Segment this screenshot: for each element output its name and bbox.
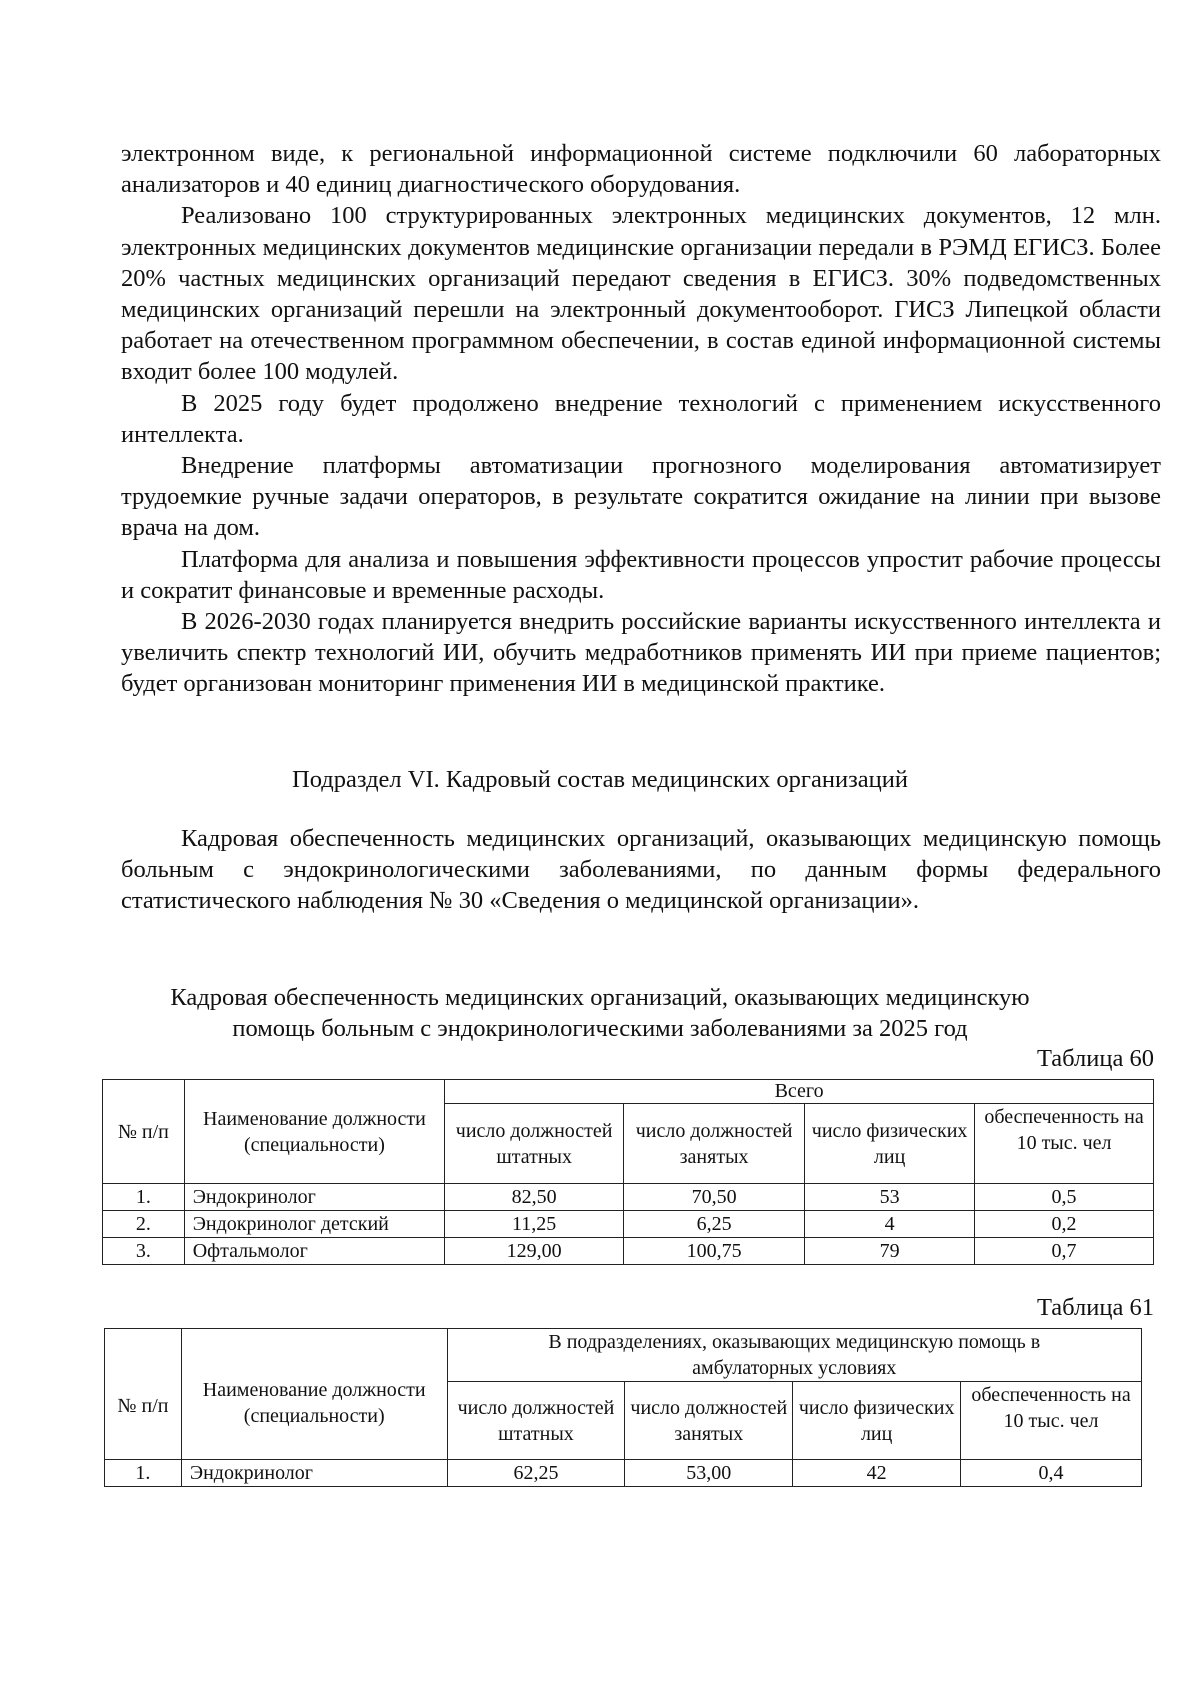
table-row bbox=[103, 1211, 1154, 1238]
section-heading: Подраздел VI. Кадровый состав медицинских организаций bbox=[292, 766, 908, 793]
cell-value: 42 bbox=[793, 1460, 961, 1487]
row-name: Эндокринолог bbox=[184, 1184, 445, 1211]
paragraph: В 2025 году будет продолжено внедрение технологий с применением искусственного интеллекта. bbox=[121, 389, 1161, 448]
header-col: число должностей штатных bbox=[445, 1104, 624, 1184]
header-name: Наименование должности (специальности) bbox=[181, 1329, 447, 1460]
header-no: № п/п bbox=[103, 1080, 185, 1184]
cell-value: 70,50 bbox=[624, 1184, 805, 1211]
row-no: 1. bbox=[103, 1184, 185, 1211]
header-col: число должностей штатных bbox=[447, 1382, 625, 1460]
cell-value: 11,25 bbox=[445, 1211, 624, 1238]
cell-value: 0,2 bbox=[975, 1211, 1154, 1238]
header-col: обеспеченность на 10 тыс. чел bbox=[975, 1104, 1154, 1184]
header-group: В подразделениях, оказывающих медицинскую помощь в амбулаторных условиях bbox=[447, 1329, 1141, 1382]
cell-value: 0,5 bbox=[975, 1184, 1154, 1211]
paragraph: В 2026-2030 годах планируется внедрить российские варианты искусственного интеллекта и увеличить спектр технологий ИИ, обучить медработников применять ИИ при приеме пациентов; будет организован мониторинг применения ИИ в медицинской практике. bbox=[121, 608, 1161, 698]
cell-value: 129,00 bbox=[445, 1238, 624, 1265]
row-no: 3. bbox=[103, 1238, 185, 1265]
cell-value: 100,75 bbox=[624, 1238, 805, 1265]
cell-value: 53,00 bbox=[625, 1460, 793, 1487]
header-col: обеспеченность на 10 тыс. чел bbox=[961, 1382, 1142, 1460]
cell-value: 62,25 bbox=[447, 1460, 625, 1487]
body-text bbox=[121, 138, 1161, 700]
intro-text bbox=[121, 823, 1161, 917]
table-61 bbox=[104, 1328, 1142, 1487]
row-name: Эндокринолог bbox=[181, 1460, 447, 1487]
paragraph: Внедрение платформы автоматизации прогнозного моделирования автоматизирует трудоемкие ручные задачи операторов, в результате сократится ожидание на линии при вызове врача на дом. bbox=[121, 452, 1161, 542]
header-group: Всего bbox=[445, 1080, 1154, 1104]
row-no: 2. bbox=[103, 1211, 185, 1238]
cell-value: 79 bbox=[805, 1238, 975, 1265]
table-60-label: Таблица 60 bbox=[1036, 1045, 1154, 1072]
header-name: Наименование должности (специальности) bbox=[184, 1080, 445, 1184]
row-name: Эндокринолог детский bbox=[184, 1211, 445, 1238]
paragraph: электронном виде, к региональной информационной системе подключили 60 лабораторных анализаторов и 40 единиц диагностического оборудования. bbox=[121, 140, 1161, 199]
cell-value: 53 bbox=[805, 1184, 975, 1211]
paragraph: Платформа для анализа и повышения эффективности процессов упростит рабочие процессы и сократит финансовые и временные расходы. bbox=[121, 545, 1161, 604]
paragraph: Реализовано 100 структурированных электронных медицинских документов, 12 млн. электронных медицинских документов медицинские организации передали в РЭМД ЕГИСЗ. Более 20% частных медицинских организаций передают сведения в ЕГИСЗ. 30% подведомственных медицинских организаций перешли на электронный документооборот. ГИСЗ Липецкой области работает на отечественном программном обеспечении, в состав единой информационной системы входит более 100 модулей. bbox=[121, 202, 1161, 386]
header-col: число должностей занятых bbox=[624, 1104, 805, 1184]
header-col: число физических лиц bbox=[793, 1382, 961, 1460]
table-caption bbox=[0, 982, 1200, 1044]
header-no: № п/п bbox=[105, 1329, 182, 1460]
header-col: число физических лиц bbox=[805, 1104, 975, 1184]
table-row bbox=[103, 1184, 1154, 1211]
row-name: Офтальмолог bbox=[184, 1238, 445, 1265]
table-60 bbox=[102, 1079, 1154, 1265]
intro-paragraph: Кадровая обеспеченность медицинских организаций, оказывающих медицинскую помощь больным с эндокринологическими заболеваниями, по данным формы федерального статистического наблюдения № 30 «Сведения о медицинской организации». bbox=[121, 825, 1161, 915]
cell-value: 0,7 bbox=[975, 1238, 1154, 1265]
cell-value: 6,25 bbox=[624, 1211, 805, 1238]
table-header-row bbox=[103, 1080, 1154, 1104]
cell-value: 0,4 bbox=[961, 1460, 1142, 1487]
cell-value: 82,50 bbox=[445, 1184, 624, 1211]
cell-value: 4 bbox=[805, 1211, 975, 1238]
table-row bbox=[105, 1460, 1142, 1487]
table-row bbox=[103, 1238, 1154, 1265]
row-no: 1. bbox=[105, 1460, 182, 1487]
table-caption-line: помощь больным с эндокринологическими заболеваниями за 2025 год bbox=[232, 1015, 968, 1042]
table-61-label: Таблица 61 bbox=[1036, 1294, 1154, 1321]
header-col: число должностей занятых bbox=[625, 1382, 793, 1460]
table-caption-line: Кадровая обеспеченность медицинских организаций, оказывающих медицинскую bbox=[170, 984, 1030, 1011]
table-header-row bbox=[105, 1329, 1142, 1382]
